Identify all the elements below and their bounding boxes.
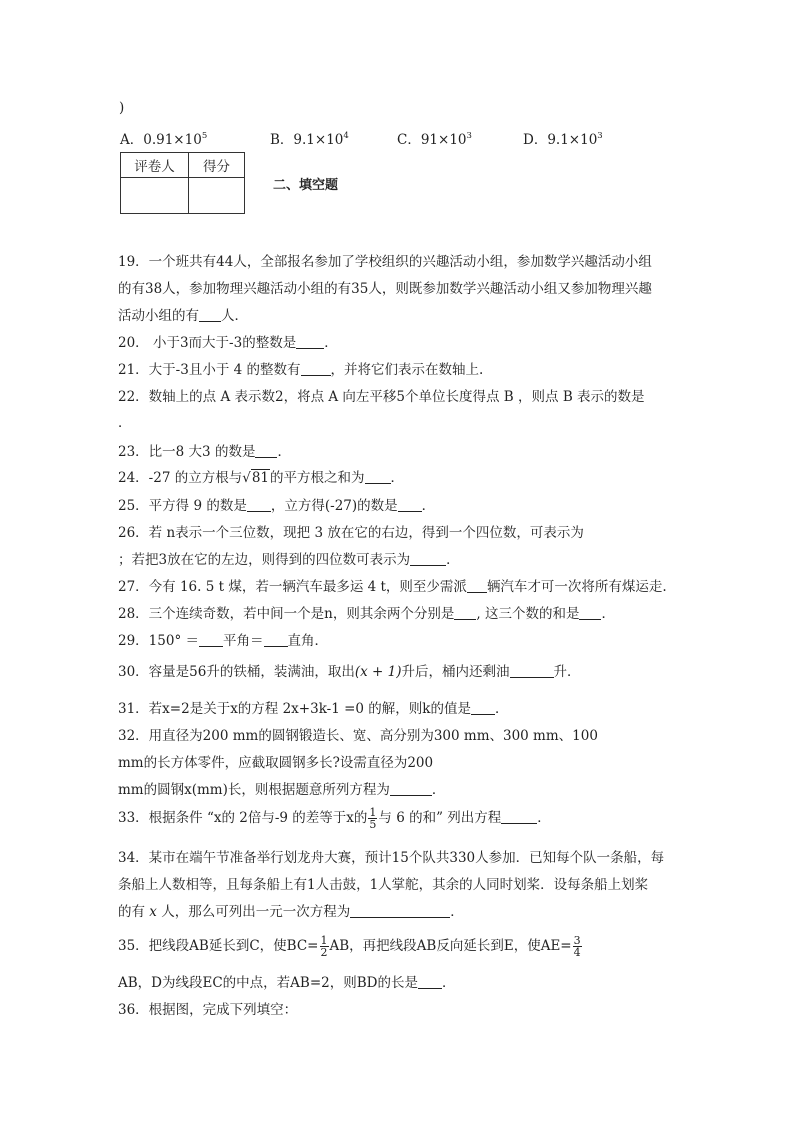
q25: 25．平方得 9 的数是 ，立方得(-27)的数是 ． [118,498,436,514]
option-c: C．$91\times 10^3$ [397,131,472,148]
sqrt-symbol: √81 [242,470,270,486]
q34-blank [350,905,450,918]
q31: 31．若x=2是关于x的方程 2x+3k-1 =0 的解，则k的值是 ． [118,701,509,717]
option-d: D．$9.1\times 10^3$ [523,131,603,148]
q25-blank-1 [247,499,271,512]
q21-blank [301,363,331,376]
q22-line1: 22．数轴上的点 A 表示数2，将点 A 向左平移5个单位长度得点 B ，则点 B 表示的数是 [118,389,645,405]
top-paren: ) [119,100,125,116]
q35-line1: 35．把线段AB延长到C，使BC= $\frac{1}{2}$ AB，再把线段AB反向延长到E，使AE= $\frac{3}{4}$ [118,934,581,959]
score-header: 得分 [189,153,245,178]
q30-expression: (x + 1) [354,664,402,680]
q33-fraction: $\frac{1}{5}$ [369,806,377,831]
q29-blank-2 [264,634,288,647]
q21: 21．大于-3且小于 4 的整数有 ，并将它们表示在数轴上. [118,362,484,378]
q35-fraction-2: $\frac{3}{4}$ [573,934,581,959]
grader-header: 评卷人 [121,153,189,178]
q26-blank [410,553,446,566]
q24: 24．-27 的立方根与√81的平方根之和为 ． [118,470,405,486]
q26-line2: ；若把3放在它的左边，则得到的四位数可表示为 ． [118,552,460,568]
option-a: A．$0.91\times 10^5$ [120,131,208,148]
q25-blank-2 [398,499,422,512]
option-b: B．$9.1\times 10^4$ [270,131,349,148]
q33: 33．根据条件 “x的 2倍与-9 的差等于x的 $\frac{1}{5}$ 与 6 的和” 列出方程 ． [118,806,551,831]
q35-blank [418,976,442,989]
score-table [120,152,245,214]
q19-line2: 的有38人，参加物理兴趣活动小组的有35人，则既参加数学兴趣活动小组又参加物理兴趣 [118,281,652,297]
q27-blank [467,580,487,593]
q19-blank [199,309,221,322]
q34-line2: 条船上人数相等，且每条船上有1人击鼓，1人掌舵，其余的人同时划桨．设每条船上划桨 [118,877,649,893]
grader-cell [121,178,189,214]
q34-line1: 34．某市在端午节准备举行划龙舟大赛，预计15个队共330人参加．已知每个队一条船，每 [118,850,665,866]
q33-blank [501,811,537,824]
q32-line3: mm的圆钢x(mm)长，则根据题意所列方程为 ． [118,782,446,798]
q32-line1: 32．用直径为200 mm的圆钢锻造长、宽、高分别为300 mm、300 mm、100 [118,728,598,744]
q30: 30．容量是56升的铁桶，装满油，取出(x + 1)升后，桶内还剩油 升． [118,664,581,680]
q34-line3: 的有 x 人，那么可列出一元一次方程为 ． [118,904,464,920]
q29-blank-1 [199,634,223,647]
q32-line2: mm的长方体零件，应截取圆钢多长?设需直径为200 [118,755,434,771]
q27: 27．今有 16. 5 t 煤，若一辆汽车最多运 4 t，则至少需派 辆汽车才可一次将所有煤运走. [118,579,667,595]
q20-blank [296,336,324,349]
q22-line2: ． [118,415,132,431]
q23-blank [255,445,277,458]
q35-line2: AB，D为线段EC的中点，若AB=2，则BD的长是 ． [118,975,456,991]
answer-options [120,128,680,150]
q29: 29．150° ＝ 平角＝ 直角． [118,633,328,649]
score-cell [189,178,245,214]
q19-line1: 19．一个班共有44人，全部报名参加了学校组织的兴趣活动小组，参加数学兴趣活动小组 [118,254,652,270]
q31-blank [471,702,495,715]
q36: 36．根据图，完成下列填空： [118,1002,298,1018]
q32-blank [390,783,432,796]
q28: 28．三个连续奇数，若中间一个是n，则其余两个分别是 , 这三个数的和是 ． [118,606,615,622]
section-title: 二、填空题 [273,178,339,193]
q20: 20． 小于3而大于-3的整数是 ． [118,335,338,351]
q23: 23．比一8 大3 的数是 ． [118,444,291,460]
q28-blank-2 [579,607,601,620]
q24-blank [365,471,391,484]
q28-blank-1 [454,607,476,620]
q35-fraction-1: $\frac{1}{2}$ [320,934,328,959]
q19-line3: 活动小组的有 人． [118,308,248,324]
q30-blank [510,665,554,678]
q26-line1: 26．若 n表示一个三位数，现把 3 放在它的右边，得到一个四位数，可表示为 [118,525,584,541]
